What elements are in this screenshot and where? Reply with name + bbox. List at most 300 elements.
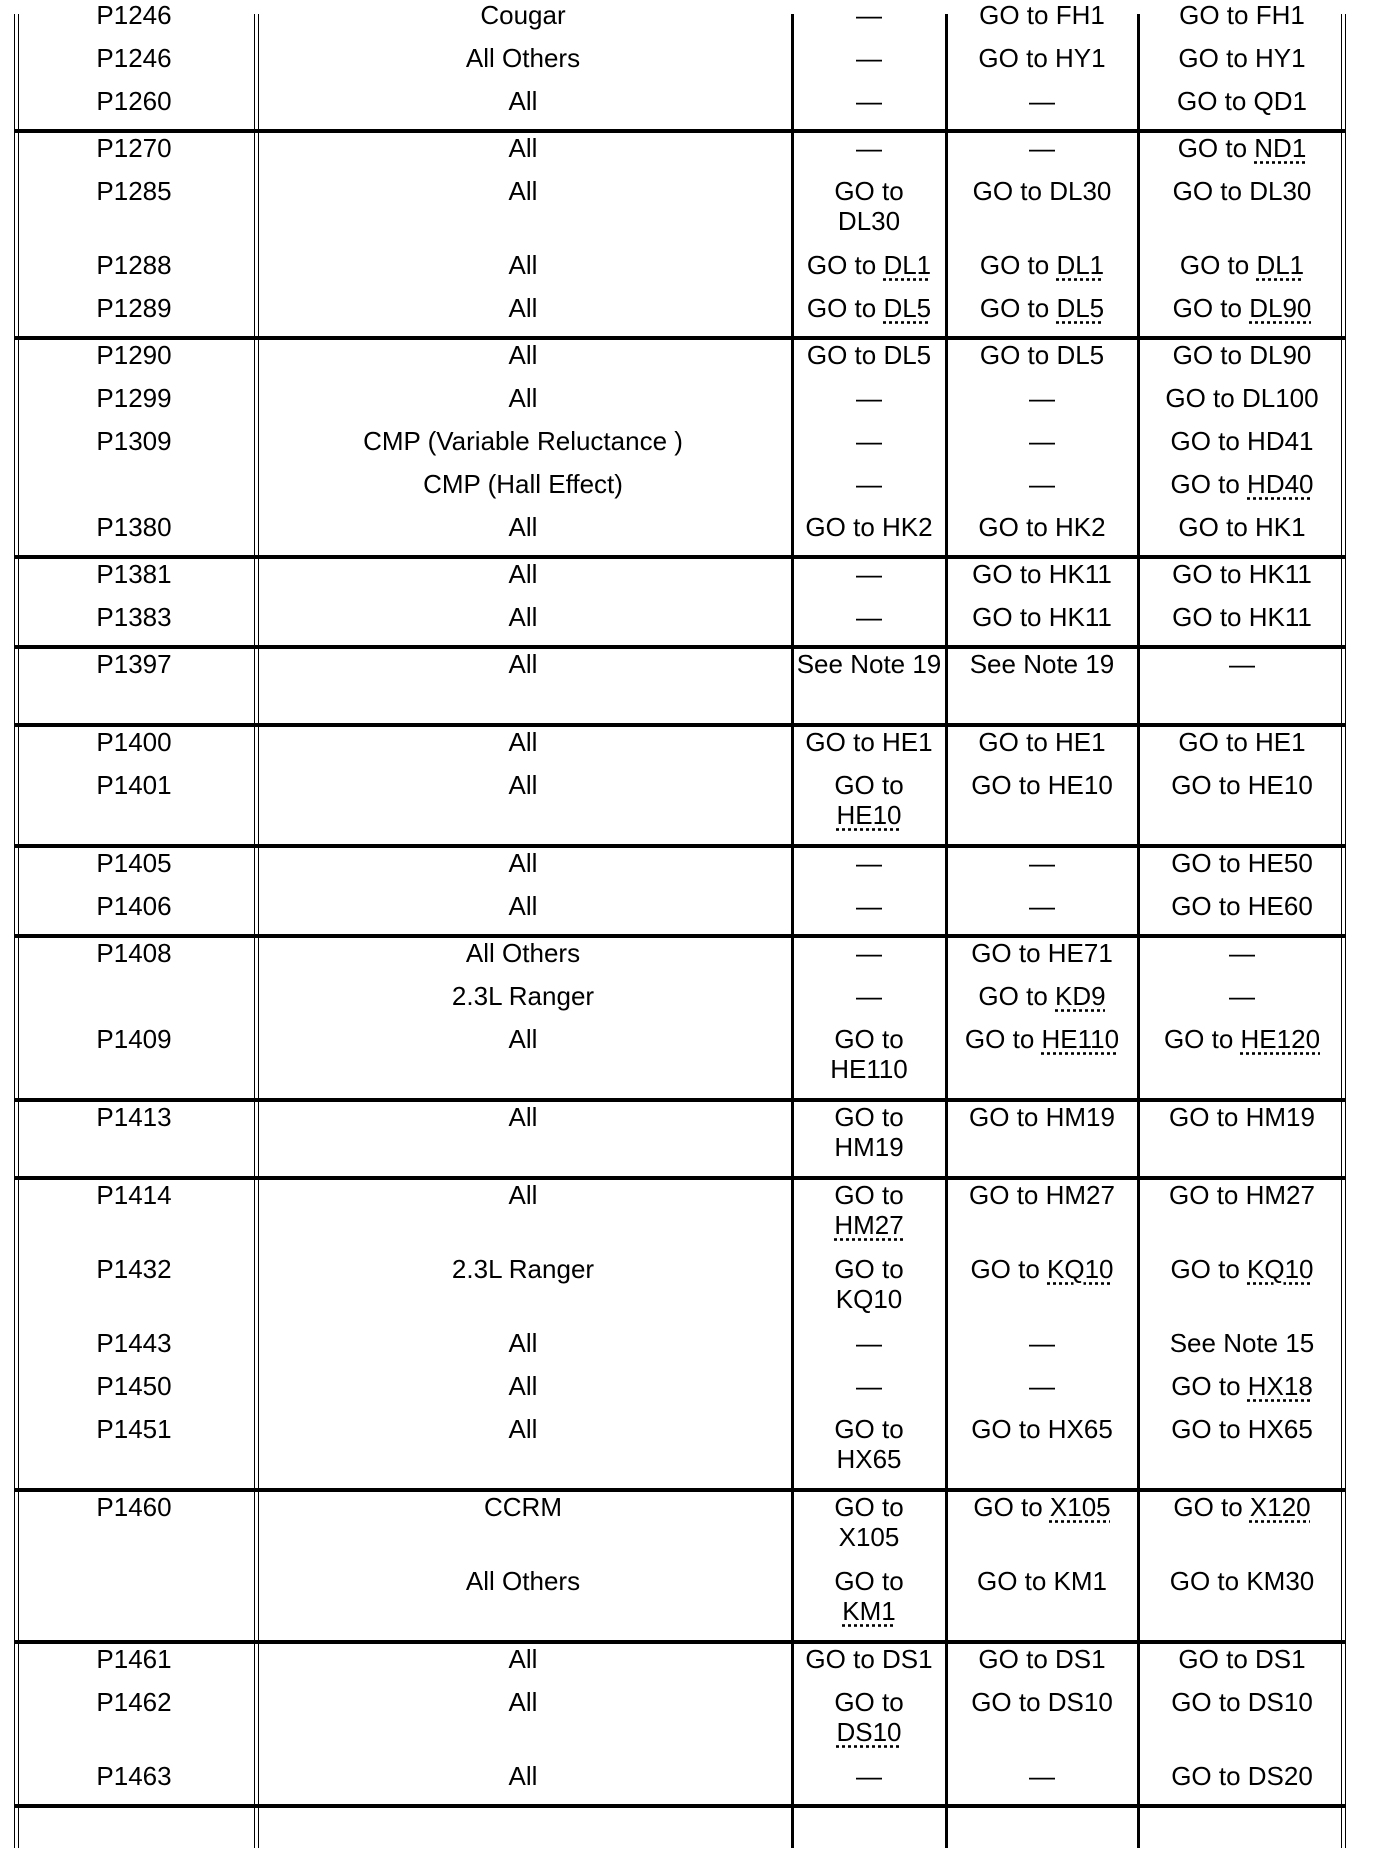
action-text: GO to: [1171, 848, 1248, 878]
procedure-link[interactable]: HD41: [1247, 426, 1314, 456]
action-cell-c4: [946, 938, 1138, 968]
action-text: GO to: [1172, 340, 1250, 370]
action-cell-c5: [1138, 1761, 1346, 1791]
action-text: GO to: [1171, 770, 1248, 800]
procedure-link[interactable]: DL90: [1249, 340, 1312, 370]
action-cell-c5: [1138, 383, 1346, 413]
action-text: —: [1029, 133, 1055, 163]
procedure-link[interactable]: DL100: [1241, 383, 1319, 413]
procedure-link[interactable]: HE60: [1247, 891, 1313, 921]
action-text: —: [1029, 86, 1055, 116]
action-text: —: [1029, 1761, 1055, 1791]
table-right-border: [1341, 14, 1346, 1848]
action-text: —: [1029, 891, 1055, 921]
row-group: [14, 1180, 1346, 1492]
action-cell-c5: [1138, 293, 1346, 323]
action-cell-c5: [1138, 426, 1346, 456]
procedure-link[interactable]: X105: [838, 1522, 900, 1552]
action-cell-c3: [792, 133, 946, 163]
procedure-link[interactable]: HK1: [1255, 512, 1306, 542]
dtc-code-cell: P1443: [96, 1328, 172, 1358]
procedure-link[interactable]: DL30: [1249, 176, 1312, 206]
action-cell-c4: [946, 1414, 1138, 1444]
procedure-link[interactable]: DS20: [1247, 1761, 1313, 1791]
dtc-code-cell: P1461: [96, 1644, 172, 1674]
procedure-link[interactable]: HK2: [1055, 512, 1106, 542]
procedure-link[interactable]: DS10: [1247, 1687, 1313, 1717]
action-text: —: [1229, 981, 1255, 1011]
action-cell-c5: [1138, 1687, 1346, 1717]
application-cell: All: [508, 293, 538, 323]
application-cell: All: [508, 649, 538, 679]
procedure-link[interactable]: HE120: [1240, 1024, 1321, 1054]
procedure-link[interactable]: HE1: [1055, 727, 1106, 757]
action-text: GO to: [805, 1644, 882, 1674]
action-cell-c5: [1138, 727, 1346, 757]
procedure-link[interactable]: KM30: [1246, 1566, 1315, 1596]
action-text: GO to: [1171, 1371, 1248, 1401]
action-cell-c5: [1138, 848, 1346, 878]
action-cell-c3: [792, 43, 946, 73]
table-row: [14, 1492, 1346, 1566]
procedure-link[interactable]: DL1: [1056, 250, 1105, 280]
action-text: GO to: [1169, 1566, 1247, 1596]
action-cell-c3: [792, 891, 946, 921]
action-cell-c3: [792, 1761, 946, 1791]
procedure-link[interactable]: HX65: [1047, 1414, 1113, 1444]
application-cell: All: [508, 1328, 538, 1358]
application-cell: All: [508, 891, 538, 921]
action-cell-c4: [946, 981, 1138, 1011]
action-cell-c4: [946, 1687, 1138, 1717]
application-cell: All: [508, 1180, 538, 1210]
procedure-link[interactable]: DL90: [1249, 293, 1312, 323]
application-cell: 2.3L Ranger: [451, 1254, 595, 1284]
action-text: GO to: [834, 1566, 904, 1596]
procedure-link[interactable]: DL5: [883, 293, 932, 323]
application-cell: All: [508, 512, 538, 542]
action-cell-c4: [946, 43, 1138, 73]
table-row: [14, 1644, 1346, 1687]
procedure-link[interactable]: DS10: [836, 1717, 902, 1747]
action-cell-c4: [946, 649, 1138, 679]
procedure-link[interactable]: KM1: [842, 1596, 896, 1626]
application-cell: CCRM: [484, 1492, 562, 1522]
action-cell-c4: [946, 1644, 1138, 1674]
table-row: [14, 727, 1346, 770]
action-text: GO to: [1179, 0, 1256, 30]
action-text: GO to: [1176, 86, 1254, 116]
procedure-link[interactable]: QD1: [1253, 86, 1308, 116]
action-text: —: [1229, 938, 1255, 968]
table-end-row: [14, 1808, 1346, 1848]
action-cell-c5: [1138, 891, 1346, 921]
procedure-link[interactable]: HM27: [1245, 1180, 1315, 1210]
dtc-code-cell: P1285: [96, 176, 172, 206]
action-text: GO to: [834, 1024, 904, 1054]
action-text: GO to: [971, 770, 1048, 800]
dtc-code-cell: P1406: [96, 891, 172, 921]
table-row: [14, 86, 1346, 129]
action-cell-c3: [792, 469, 946, 499]
dtc-code-cell: P1463: [96, 1761, 172, 1791]
table-row: [14, 1254, 1346, 1328]
row-group: [14, 1492, 1346, 1644]
action-text: GO to: [834, 1687, 904, 1717]
table-row: [14, 176, 1346, 250]
procedure-link[interactable]: HE110: [1041, 1024, 1120, 1054]
action-cell-c5: [1138, 1492, 1346, 1522]
dtc-code-cell: P1288: [96, 250, 172, 280]
table-row: [14, 512, 1346, 555]
action-text: —: [1029, 426, 1055, 456]
action-text: GO to: [1172, 602, 1249, 632]
row-group: [14, 133, 1346, 340]
action-text: GO to: [1172, 176, 1250, 206]
action-cell-c3: [792, 86, 946, 116]
action-text: GO to: [978, 981, 1055, 1011]
procedure-link[interactable]: HM27: [834, 1210, 904, 1240]
procedure-link[interactable]: HY1: [1255, 43, 1306, 73]
action-cell-c3: [792, 938, 946, 968]
action-text: GO to: [978, 1644, 1055, 1674]
procedure-link[interactable]: KQ10: [1247, 1254, 1314, 1284]
table-row: [14, 770, 1346, 844]
table-left-border: [14, 14, 19, 1848]
action-cell-c5: [1138, 1024, 1346, 1054]
table-row: [14, 938, 1346, 981]
action-cell-c4: [946, 512, 1138, 542]
dtc-code-cell: P1409: [96, 1024, 172, 1054]
table-row: [14, 1024, 1346, 1098]
application-cell: All: [508, 340, 538, 370]
action-text: GO to: [1171, 1687, 1248, 1717]
action-cell-c5: [1138, 559, 1346, 589]
action-text: GO to: [979, 340, 1057, 370]
action-text: GO to: [834, 1102, 904, 1132]
action-text: —: [856, 43, 882, 73]
procedure-link[interactable]: HE110: [830, 1054, 908, 1084]
action-cell-c3: [792, 0, 946, 30]
procedure-link[interactable]: DL5: [1056, 293, 1105, 323]
action-cell-c5: [1138, 133, 1346, 163]
dtc-code-cell: P1451: [96, 1414, 172, 1444]
procedure-link[interactable]: DS10: [1047, 1687, 1113, 1717]
action-text: GO to: [1178, 1644, 1255, 1674]
action-text: GO to: [979, 250, 1057, 280]
application-cell: All: [508, 559, 538, 589]
procedure-link[interactable]: HE10: [1047, 770, 1113, 800]
procedure-link[interactable]: HK11: [1248, 602, 1312, 632]
action-text: GO to: [1169, 1102, 1246, 1132]
action-text: GO to: [1169, 1180, 1246, 1210]
action-text: GO to: [1172, 559, 1249, 589]
dtc-code-cell: P1299: [96, 383, 172, 413]
action-cell-c4: [946, 1328, 1138, 1358]
procedure-link[interactable]: HE10: [1247, 770, 1313, 800]
procedure-link[interactable]: HE10: [836, 800, 902, 830]
action-cell-c5: [1138, 1566, 1346, 1596]
application-cell: All: [508, 1644, 538, 1674]
procedure-link[interactable]: DS1: [1055, 1644, 1106, 1674]
action-text: —: [856, 469, 882, 499]
action-text: GO to: [805, 512, 882, 542]
procedure-link[interactable]: KQ10: [835, 1284, 903, 1314]
action-text: —: [1229, 649, 1255, 679]
row-group: [14, 848, 1346, 938]
action-cell-c5: [1138, 176, 1346, 206]
application-cell: All: [508, 1024, 538, 1054]
row-group: [14, 1644, 1346, 1808]
dtc-code-cell: P1246: [96, 43, 172, 73]
dtc-code-cell: P1400: [96, 727, 172, 757]
action-text: GO to: [1178, 512, 1255, 542]
procedure-link[interactable]: HE1: [882, 727, 933, 757]
procedure-link[interactable]: DL5: [883, 340, 932, 370]
table-row: [14, 469, 1346, 512]
application-cell: All: [508, 1414, 538, 1444]
action-text: GO to: [1165, 383, 1242, 413]
procedure-link[interactable]: HM27: [1045, 1180, 1115, 1210]
dtc-code-cell: P1381: [96, 559, 172, 589]
action-text: GO to: [1163, 1024, 1241, 1054]
procedure-link[interactable]: HE1: [1255, 727, 1306, 757]
row-group: [14, 649, 1346, 727]
table-row: [14, 1687, 1346, 1761]
action-text: See Note 19: [796, 649, 942, 679]
action-cell-c4: [946, 1492, 1138, 1522]
action-text: —: [1029, 383, 1055, 413]
action-text: —: [1029, 1371, 1055, 1401]
procedure-link[interactable]: HX18: [1247, 1371, 1313, 1401]
procedure-link[interactable]: HK11: [1048, 602, 1112, 632]
application-cell: All Others: [465, 938, 581, 968]
action-text: —: [856, 426, 882, 456]
action-cell-c4: [946, 1761, 1138, 1791]
procedure-link[interactable]: HE71: [1047, 938, 1113, 968]
dtc-code-cell: P1414: [96, 1180, 172, 1210]
procedure-link[interactable]: HM19: [1045, 1102, 1115, 1132]
procedure-link[interactable]: FH1: [1255, 0, 1305, 30]
application-cell: All: [508, 1761, 538, 1791]
action-cell-c3: [792, 512, 946, 542]
action-cell-c3: [792, 1180, 946, 1240]
dtc-code-cell: P1397: [96, 649, 172, 679]
action-text: —: [856, 602, 882, 632]
action-text: GO to: [964, 1024, 1042, 1054]
procedure-link[interactable]: X120: [1249, 1492, 1311, 1522]
procedure-link[interactable]: HY1: [1055, 43, 1106, 73]
dtc-code-cell: P1413: [96, 1102, 172, 1132]
application-cell: All: [508, 86, 538, 116]
column-divider: [254, 14, 259, 1848]
application-cell: All: [508, 176, 538, 206]
action-cell-c5: [1138, 1180, 1346, 1210]
procedure-link[interactable]: ND1: [1254, 133, 1307, 163]
table-row: [14, 43, 1346, 86]
action-text: GO to: [973, 1492, 1050, 1522]
action-text: —: [856, 86, 882, 116]
action-cell-c5: [1138, 1102, 1346, 1132]
procedure-link[interactable]: HK11: [1048, 559, 1112, 589]
action-cell-c3: [792, 1566, 946, 1626]
procedure-link[interactable]: HM19: [834, 1132, 904, 1162]
procedure-link[interactable]: DL5: [1056, 340, 1105, 370]
dtc-code-cell: P1401: [96, 770, 172, 800]
action-text: GO to: [970, 1254, 1048, 1284]
table-row: [14, 848, 1346, 891]
dtc-code-cell: P1270: [96, 133, 172, 163]
action-text: GO to: [969, 1102, 1046, 1132]
action-cell-c3: [792, 649, 946, 679]
dtc-code-cell: P1246: [96, 0, 172, 30]
action-cell-c4: [946, 1102, 1138, 1132]
action-text: GO to: [1172, 293, 1250, 323]
action-text: GO to: [978, 43, 1055, 73]
procedure-link[interactable]: FH1: [1055, 0, 1105, 30]
table-row: [14, 1371, 1346, 1414]
column-divider: [945, 14, 948, 1848]
table-row: [14, 426, 1346, 469]
application-cell: All: [508, 602, 538, 632]
row-group: [14, 727, 1346, 848]
action-text: GO to: [1178, 43, 1255, 73]
procedure-link[interactable]: DL30: [1049, 176, 1112, 206]
action-cell-c3: [792, 340, 946, 370]
action-text: —: [856, 848, 882, 878]
action-cell-c4: [946, 293, 1138, 323]
procedure-link[interactable]: HX65: [1247, 1414, 1313, 1444]
procedure-link[interactable]: DL30: [837, 206, 901, 236]
row-group: [14, 340, 1346, 559]
action-text: GO to: [978, 512, 1055, 542]
table-row: [14, 383, 1346, 426]
action-cell-c5: [1138, 1371, 1346, 1401]
action-text: GO to: [834, 176, 904, 206]
procedure-link[interactable]: HK2: [882, 512, 933, 542]
application-cell: All: [508, 727, 538, 757]
action-text: GO to: [969, 1180, 1046, 1210]
action-cell-c5: [1138, 250, 1346, 280]
procedure-link[interactable]: KD9: [1055, 981, 1106, 1011]
procedure-link[interactable]: HD40: [1247, 469, 1314, 499]
table-row: [14, 891, 1346, 934]
action-text: GO to: [1170, 469, 1248, 499]
action-text: —: [1029, 1328, 1055, 1358]
application-cell: All: [508, 133, 538, 163]
action-text: —: [856, 1328, 882, 1358]
table-row: [14, 602, 1346, 645]
action-text: GO to: [834, 1414, 904, 1444]
procedure-link[interactable]: HK11: [1248, 559, 1312, 589]
action-cell-c4: [946, 1180, 1138, 1210]
column-divider: [1137, 14, 1140, 1848]
table-row: [14, 1180, 1346, 1254]
dtc-code-cell: P1450: [96, 1371, 172, 1401]
application-cell: All Others: [465, 1566, 581, 1596]
procedure-link[interactable]: HM19: [1245, 1102, 1315, 1132]
action-cell-c4: [946, 727, 1138, 757]
action-cell-c5: [1138, 649, 1346, 679]
action-cell-c4: [946, 340, 1138, 370]
action-text: GO to: [834, 1492, 904, 1522]
action-cell-c4: [946, 176, 1138, 206]
action-cell-c4: [946, 250, 1138, 280]
action-cell-c3: [792, 848, 946, 878]
action-cell-c5: [1138, 512, 1346, 542]
action-cell-c5: [1138, 602, 1346, 632]
table-row: [14, 1102, 1346, 1176]
action-cell-c3: [792, 981, 946, 1011]
action-cell-c5: [1138, 981, 1346, 1011]
action-cell-c3: [792, 727, 946, 757]
action-cell-c5: [1138, 938, 1346, 968]
dtc-table: [14, 0, 1346, 1848]
action-text: —: [856, 891, 882, 921]
application-cell: All: [508, 770, 538, 800]
action-text: GO to: [805, 727, 882, 757]
procedure-link[interactable]: X105: [1049, 1492, 1111, 1522]
procedure-link[interactable]: HE50: [1247, 848, 1313, 878]
action-cell-c3: [792, 1328, 946, 1358]
action-cell-c3: [792, 1687, 946, 1747]
table-row: [14, 981, 1346, 1024]
action-cell-c3: [792, 1254, 946, 1314]
action-cell-c5: [1138, 1328, 1346, 1358]
action-cell-c3: [792, 1414, 946, 1474]
table-row: [14, 1328, 1346, 1371]
action-cell-c4: [946, 133, 1138, 163]
action-cell-c4: [946, 0, 1138, 30]
action-cell-c4: [946, 559, 1138, 589]
application-cell: CMP (Hall Effect): [423, 469, 623, 499]
action-text: —: [1029, 848, 1055, 878]
action-cell-c4: [946, 1254, 1138, 1284]
action-text: GO to: [972, 559, 1049, 589]
procedure-link[interactable]: DL1: [883, 250, 932, 280]
table-body: [14, 0, 1346, 1808]
procedure-link[interactable]: KQ10: [1047, 1254, 1114, 1284]
action-text: GO to: [1171, 1761, 1248, 1791]
action-cell-c4: [946, 848, 1138, 878]
action-text: GO to: [834, 1180, 904, 1210]
procedure-link[interactable]: DS1: [1255, 1644, 1306, 1674]
action-text: GO to: [1170, 426, 1248, 456]
action-text: GO to: [971, 1414, 1048, 1444]
procedure-link[interactable]: HX65: [836, 1444, 902, 1474]
procedure-link[interactable]: DS1: [882, 1644, 933, 1674]
table-row: [14, 0, 1346, 43]
action-text: GO to: [1179, 250, 1257, 280]
action-cell-c3: [792, 250, 946, 280]
dtc-code-cell: P1460: [96, 1492, 172, 1522]
row-group: [14, 938, 1346, 1102]
action-text: GO to: [806, 250, 884, 280]
action-text: See Note 15: [1169, 1328, 1315, 1358]
action-cell-c3: [792, 1024, 946, 1084]
action-text: GO to: [1173, 1492, 1250, 1522]
procedure-link[interactable]: KM1: [1053, 1566, 1108, 1596]
procedure-link[interactable]: DL1: [1256, 250, 1305, 280]
application-cell: All: [508, 250, 538, 280]
table-row: [14, 250, 1346, 293]
action-text: GO to: [1177, 133, 1255, 163]
action-cell-c5: [1138, 0, 1346, 30]
table-row: [14, 340, 1346, 383]
action-text: GO to: [1171, 891, 1248, 921]
application-cell: All: [508, 383, 538, 413]
table-row: [14, 293, 1346, 336]
